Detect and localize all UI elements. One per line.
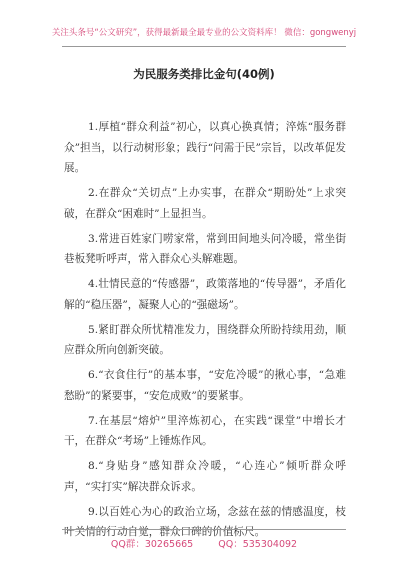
- list-item: 9.以百姓心为心的政治立场，念兹在兹的情感温度，枝叶关情的行动自觉，群众口碑的价值标尺。: [64, 505, 346, 538]
- list-item: 3.常进百姓家门唠家常，常到田间地头问冷暖，常坐街巷板凳听呼声，常入群众心头解难题。: [64, 232, 346, 265]
- list-item: 8.“身贴身”感知群众冷暖，“心连心”倾听群众呼声，“实打实”解决群众诉求。: [64, 460, 346, 493]
- list-item: 5.紧盯群众所忧精准发力，围绕群众所盼持续用劲，顺应群众所向创新突破。: [64, 323, 346, 356]
- list-item: 6.“衣食住行”的基本事，“安危冷暖”的揪心事，“急难愁盼”的紧要事，“安危成败”的要紧事。: [64, 369, 346, 402]
- document-body: [64, 117, 346, 547]
- footer-divider: [62, 529, 346, 530]
- header-note: 关注头条号“公文研究”，获得最新最全最专业的公文资料库！ 微信：gongwenyj: [51, 28, 357, 38]
- list-item: 2.在群众“关切点”上办实事，在群众“期盼处”上求突破，在群众“困难时”上显担当。: [64, 187, 346, 220]
- qq-group-number: QQ群：30265665: [110, 539, 194, 550]
- list-item: 1.厚植“群众利益”初心，以真心换真情；淬炼“服务群众”担当，以行动树形象；践行“问需于民”宗旨，以改革促发展。: [64, 121, 346, 174]
- list-item: 7.在基层“熔炉”里淬炼初心，在实践“课堂”中增长才干，在群众“考场”上锤炼作风。: [64, 414, 346, 447]
- footer-contact: [0, 536, 408, 550]
- header-divider: [62, 46, 346, 47]
- document-title: 为民服务类排比金句(40例): [133, 67, 275, 81]
- list-item: 4.壮情民意的“传感器”，政策落地的“传导器”，矛盾化解的“稳压器”，凝聚人心的“强磁场”。: [64, 278, 346, 311]
- qq-number: QQ：535304092: [218, 539, 298, 550]
